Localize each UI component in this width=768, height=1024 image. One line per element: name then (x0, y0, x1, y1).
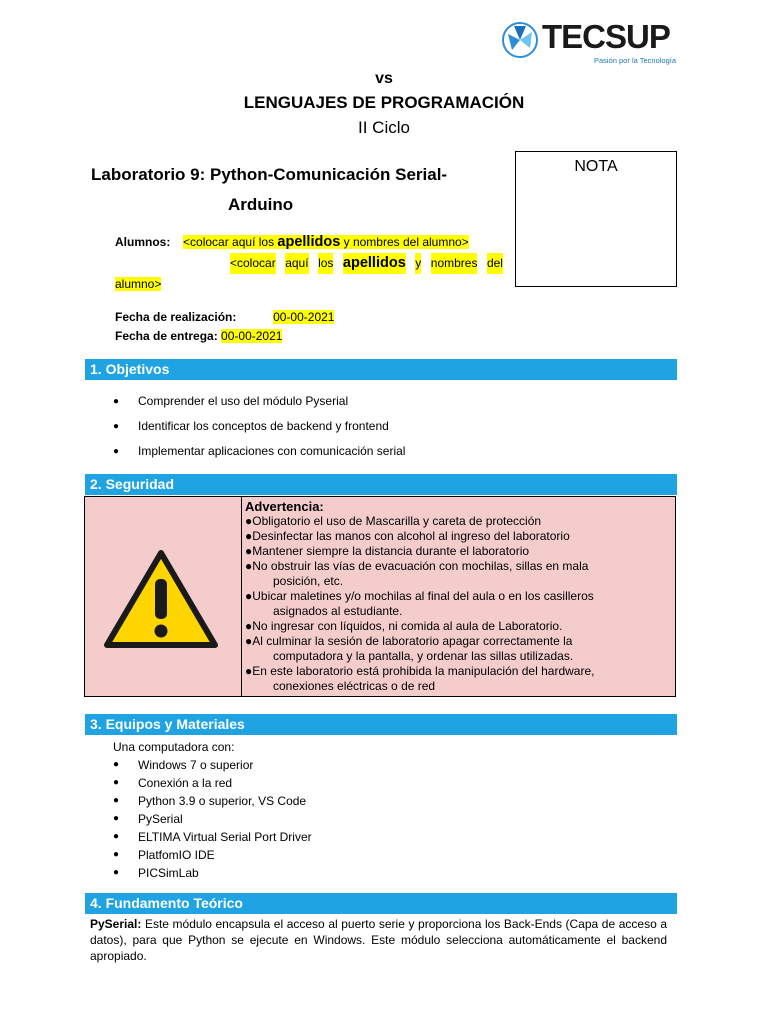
warning-item: ●Al culminar la sesión de laboratorio apagar correctamente la computadora y la pantalla, y ordenar las sillas utilizadas. (245, 634, 671, 664)
list-item-text: Windows 7 o superior (138, 758, 254, 772)
list-item-text: PICSimLab (138, 866, 199, 880)
warning-text-cont: asignados al estudiante. (273, 604, 403, 618)
students-label: Alumnos: (115, 235, 171, 249)
tecsup-emblem-icon (500, 20, 540, 60)
warning-heading: Advertencia: (245, 499, 324, 514)
fundamento-text: Este módulo encapsula el acceso al puerto serie y proporciona los Back-Ends (Capa de acceso a datos), para que Python se ejecute en Windows. Este módulo selecciona automáticamente el backend apropiado. (90, 917, 667, 963)
safety-icon-cell (85, 497, 242, 696)
placeholder-key: apellidos (343, 253, 406, 274)
placeholder-word: alumno> (115, 277, 162, 291)
warning-text: No obstruir las vías de evacuación con mochilas, sillas en mala (252, 559, 589, 573)
cycle-label: II Ciclo (358, 118, 410, 137)
equipos-items (113, 756, 312, 882)
warning-text-cont: computadora y la pantalla, y ordenar las sillas utilizadas. (273, 649, 574, 663)
section-seguridad: 2. Seguridad (85, 474, 677, 495)
list-item: ● ELTIMA Virtual Serial Port Driver (113, 830, 312, 844)
course-title: LENGUAJES DE PROGRAMACIÓN (243, 93, 525, 112)
students-placeholder-1 (183, 235, 469, 249)
warning-text: En este laboratorio está prohibida la manipulación del hardware, (252, 664, 595, 678)
warning-text: Obligatorio el uso de Mascarilla y careta de protección (252, 514, 542, 528)
list-item-text: PySerial (138, 812, 183, 826)
warning-text-cont: posición, etc. (273, 574, 344, 588)
list-item: ● PICSimLab (113, 866, 199, 880)
warning-item: ●En este laboratorio está prohibida la manipulación del hardware, conexiones eléctricas o de red (245, 664, 671, 694)
logo-name: TECSUP (542, 18, 670, 55)
warning-item: ●No obstruir las vías de evacuación con mochilas, sillas en mala posición, etc. (245, 559, 671, 589)
date-realizacion-label: Fecha de realización: (115, 310, 237, 324)
placeholder-word: del (487, 253, 503, 274)
warning-text: Desinfectar las manos con alcohol al ingreso del laboratorio (252, 529, 570, 543)
placeholder-word: nombres (431, 253, 478, 274)
placeholder-word: <colocar (230, 253, 276, 274)
warning-item: ●Desinfectar las manos con alcohol al ingreso del laboratorio (245, 529, 570, 543)
lab-title-line2: Arduino (228, 195, 294, 214)
list-item-text: Conexión a la red (138, 776, 233, 790)
warning-item: ●Mantener siempre la distancia durante el laboratorio (245, 544, 530, 558)
list-item-text: Comprender el uso del módulo Pyserial (138, 394, 349, 408)
students-block (115, 232, 503, 295)
list-item-text: ELTIMA Virtual Serial Port Driver (138, 830, 312, 844)
safety-warnings (245, 499, 671, 694)
warning-text: No ingresar con líquidos, ni comida al aula de Laboratorio. (252, 619, 563, 633)
warning-text: Ubicar maletines y/o mochilas al final del aula o en los casilleros (252, 589, 594, 603)
list-item: ● Windows 7 o superior (113, 758, 254, 772)
list-item-text: PlatfomIO IDE (138, 848, 215, 862)
grade-label: NOTA (574, 158, 618, 175)
list-item: ● Conexión a la red (113, 776, 233, 790)
header-vs: vs (375, 70, 393, 87)
objetivos-list (113, 389, 405, 464)
list-item: ● Comprender el uso del módulo Pyserial (113, 389, 405, 414)
lab-title-line1: Laboratorio 9: Python-Comunicación Serial- (91, 165, 448, 184)
warning-item: ●Ubicar maletines y/o mochilas al final del aula o en los casilleros asignados al estudiante. (245, 589, 671, 619)
date-realizacion (115, 308, 334, 327)
section-equipos: 3. Equipos y Materiales (85, 714, 677, 735)
date-entrega (115, 327, 334, 346)
list-item-text: Implementar aplicaciones con comunicación serial (138, 444, 406, 458)
section-fundamento: 4. Fundamento Teórico (85, 893, 677, 914)
equipos-intro: Una computadora con: (113, 740, 235, 754)
dates-block (115, 308, 334, 346)
students-line2 (115, 253, 503, 274)
fundamento-term: PySerial: (90, 917, 142, 931)
warning-text: Mantener siempre la distancia durante el laboratorio (252, 544, 530, 558)
warning-item: ●No ingresar con líquidos, ni comida al aula de Laboratorio. (245, 619, 563, 633)
list-item-text: Python 3.9 o superior, VS Code (138, 794, 307, 808)
date-entrega-label: Fecha de entrega: (115, 329, 218, 343)
list-item: ● Python 3.9 o superior, VS Code (113, 794, 307, 808)
placeholder-pre: <colocar aquí los (183, 235, 278, 249)
placeholder-key: apellidos (277, 234, 341, 250)
tecsup-logo (500, 18, 680, 66)
warning-icon (103, 549, 219, 649)
placeholder-word: aquí (285, 253, 308, 274)
lab-title (91, 160, 491, 220)
list-item: ● PySerial (113, 812, 183, 826)
warning-text: Al culminar la sesión de laboratorio apagar correctamente la (252, 634, 573, 648)
warning-item: ●Obligatorio el uso de Mascarilla y careta de protección (245, 514, 542, 528)
date-realizacion-value: 00-00-2021 (273, 310, 335, 324)
grade-box (515, 151, 677, 287)
placeholder-word: los (318, 253, 333, 274)
date-entrega-value: 00-00-2021 (221, 329, 283, 343)
list-item: ● Identificar los conceptos de backend y frontend (113, 414, 405, 439)
list-item: ● PlatfomIO IDE (113, 848, 215, 862)
safety-table (84, 496, 676, 697)
placeholder-post: y nombres del alumno> (340, 235, 469, 249)
logo-tagline: Pasión por la Tecnología (594, 56, 677, 65)
students-line3 (115, 274, 503, 295)
placeholder-word: y (415, 253, 421, 274)
section-objetivos: 1. Objetivos (85, 359, 677, 380)
equipos-list (113, 738, 312, 882)
list-item-text: Identificar los conceptos de backend y frontend (138, 419, 389, 433)
warning-text-cont: conexiones eléctricas o de red (273, 679, 436, 693)
list-item: ● Implementar aplicaciones con comunicación serial (113, 439, 405, 464)
fundamento-paragraph (90, 916, 667, 964)
students-line1 (115, 232, 503, 253)
